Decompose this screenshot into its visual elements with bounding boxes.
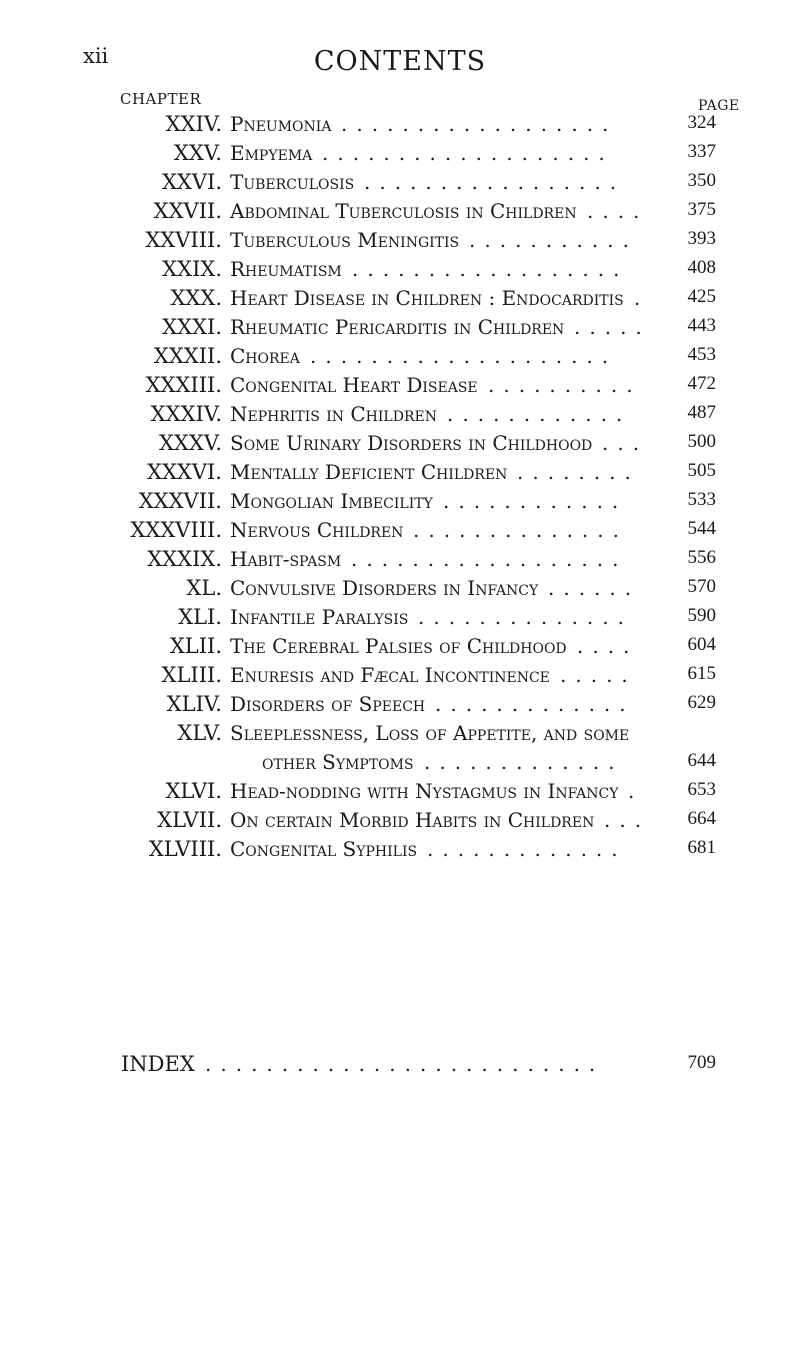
- chapter-title: Habit-spasm: [230, 547, 342, 571]
- contents-list: [0, 112, 800, 866]
- leader-dots: ....: [577, 634, 639, 658]
- chapter-number: XLVII.: [157, 808, 222, 832]
- leader-dots: ............: [447, 402, 632, 426]
- toc-entry[interactable]: [0, 547, 800, 576]
- index-page-number: 709: [687, 1052, 716, 1073]
- chapter-number: XXV.: [173, 141, 222, 165]
- toc-entry[interactable]: [0, 112, 800, 141]
- chapter-number: XXXVI.: [147, 460, 222, 484]
- toc-entry[interactable]: [0, 431, 800, 460]
- leader-dots: ....................: [310, 344, 618, 368]
- toc-entry[interactable]: [0, 779, 800, 808]
- chapter-title: Abdominal Tuberculosis in Children: [230, 199, 577, 223]
- page-number: 472: [687, 373, 716, 394]
- chapter-number: XL.: [186, 576, 222, 600]
- leader-dots: ....: [587, 199, 649, 223]
- chapter-number: XLVI.: [165, 779, 222, 803]
- chapter-number: XXVI.: [161, 170, 222, 194]
- toc-entry[interactable]: [0, 344, 800, 373]
- chapter-title: Pneumonia: [230, 112, 332, 136]
- leader-dots: ..........: [488, 373, 642, 397]
- chapter-title: On certain Morbid Habits in Children: [230, 808, 595, 832]
- page-number: 505: [687, 460, 716, 481]
- page-number: 408: [687, 257, 716, 278]
- chapter-title: Sleeplessness, Loss of Appetite, and some: [230, 721, 630, 745]
- toc-entry[interactable]: [0, 750, 800, 779]
- toc-entry[interactable]: [0, 808, 800, 837]
- chapter-number: XLI.: [178, 605, 222, 629]
- index-label: INDEX: [121, 1052, 195, 1076]
- chapter-title: Convulsive Disorders in Infancy: [230, 576, 539, 600]
- page-number: 425: [687, 286, 716, 307]
- chapter-title: Tuberculous Meningitis: [230, 228, 460, 252]
- leader-dots: ..............: [413, 518, 629, 542]
- leader-dots: ..................: [351, 547, 628, 571]
- leader-dots: .............: [427, 837, 627, 861]
- toc-entry[interactable]: [0, 141, 800, 170]
- chapter-title: Rheumatic Pericarditis in Children: [230, 315, 565, 339]
- chapter-number: XXXIX.: [147, 547, 222, 571]
- page-number: 337: [687, 141, 716, 162]
- toc-entry[interactable]: [0, 663, 800, 692]
- chapter-number: XXXV.: [158, 431, 222, 455]
- page-title: CONTENTS: [313, 46, 487, 77]
- chapter-number: XLIV.: [166, 692, 222, 716]
- page-number: 604: [687, 634, 716, 655]
- chapter-title: The Cerebral Palsies of Childhood: [230, 634, 567, 658]
- page-number: 664: [687, 808, 716, 829]
- page-number: 629: [687, 692, 716, 713]
- chapter-title: Congenital Heart Disease: [230, 373, 478, 397]
- chapter-title: Infantile Paralysis: [230, 605, 409, 629]
- chapter-number: XLII.: [169, 634, 222, 658]
- chapter-number: XLV.: [177, 721, 222, 745]
- leader-dots: .....: [560, 663, 637, 687]
- toc-entry[interactable]: [0, 402, 800, 431]
- toc-entry[interactable]: [0, 286, 800, 315]
- chapter-title: Mentally Deficient Children: [230, 460, 508, 484]
- page-number: 453: [687, 344, 716, 365]
- chapter-title: Congenital Syphilis: [230, 837, 418, 861]
- chapter-number: XXXIV.: [150, 402, 222, 426]
- leader-dots: ......: [548, 576, 641, 600]
- page-number: 570: [687, 576, 716, 597]
- toc-entry[interactable]: [0, 228, 800, 257]
- chapter-number: XXXVIII.: [130, 518, 222, 542]
- chapter-title: Head-nodding with Nystagmus in Infancy: [230, 779, 619, 803]
- page-number: 443: [687, 315, 716, 336]
- leader-dots: ..........................: [205, 1052, 605, 1076]
- toc-entry[interactable]: [0, 605, 800, 634]
- leader-dots: ...: [602, 431, 649, 455]
- leader-dots: .............: [424, 750, 624, 774]
- leader-dots: ...........: [469, 228, 638, 252]
- chapter-number: XXIX.: [162, 257, 222, 281]
- leader-dots: ...................: [322, 141, 614, 165]
- toc-entry[interactable]: [0, 199, 800, 228]
- leader-dots: .....: [574, 315, 651, 339]
- leader-dots: .................: [364, 170, 626, 194]
- page-number: 653: [687, 779, 716, 800]
- page-number: 324: [687, 112, 716, 133]
- toc-entry[interactable]: [0, 489, 800, 518]
- chapter-number: XXVIII.: [145, 228, 222, 252]
- chapter-title: Nephritis in Children: [230, 402, 437, 426]
- chapter-title: Rheumatism: [230, 257, 342, 281]
- chapter-title: Mongolian Imbecility: [230, 489, 433, 513]
- chapter-number: XXXII.: [153, 344, 222, 368]
- page-number: 533: [687, 489, 716, 510]
- leader-dots: ..................: [352, 257, 629, 281]
- toc-entry[interactable]: [0, 721, 800, 750]
- leader-dots: ...: [604, 808, 651, 832]
- chapter-title: Nervous Children: [230, 518, 404, 542]
- chapter-number: XXXVII.: [138, 489, 222, 513]
- toc-entry[interactable]: [0, 692, 800, 721]
- chapter-number: XLVIII.: [148, 837, 222, 861]
- chapter-title: Empyema: [230, 141, 313, 165]
- toc-entry[interactable]: [0, 257, 800, 286]
- toc-entry[interactable]: [0, 373, 800, 402]
- toc-entry[interactable]: [0, 460, 800, 489]
- page-number: 393: [687, 228, 716, 249]
- chapter-title: Chorea: [230, 344, 300, 368]
- chapter-title: Heart Disease in Children : Endocarditis: [230, 286, 624, 310]
- toc-entry[interactable]: [0, 634, 800, 663]
- page-number: 590: [687, 605, 716, 626]
- page-number: 556: [687, 547, 716, 568]
- leader-dots: ........: [517, 460, 640, 484]
- leader-dots: ..................: [341, 112, 618, 136]
- leader-dots: .............: [435, 692, 635, 716]
- page-number: 544: [687, 518, 716, 539]
- chapter-title: Some Urinary Disorders in Childhood: [230, 431, 593, 455]
- chapter-title: Disorders of Speech: [230, 692, 426, 716]
- chapter-number: XXVII.: [153, 199, 222, 223]
- page-number: 681: [687, 837, 716, 858]
- toc-entry[interactable]: [0, 576, 800, 605]
- toc-entry[interactable]: [0, 170, 800, 199]
- toc-entry[interactable]: [0, 837, 800, 866]
- page-number: 615: [687, 663, 716, 684]
- chapter-column-label: CHAPTER: [120, 90, 202, 108]
- page-number: 375: [687, 199, 716, 220]
- page-column-label: PAGE: [698, 98, 740, 114]
- toc-entry[interactable]: [0, 518, 800, 547]
- chapter-number: XLIII.: [161, 663, 222, 687]
- chapter-number: XXXIII.: [145, 373, 222, 397]
- chapter-number: XXXI.: [162, 315, 222, 339]
- page-folio: xii: [83, 44, 109, 68]
- index-entry[interactable]: [0, 1052, 800, 1082]
- chapter-title: Tuberculosis: [230, 170, 355, 194]
- page-number: 350: [687, 170, 716, 191]
- page-number: 644: [687, 750, 716, 771]
- chapter-number: XXX.: [170, 286, 222, 310]
- chapter-title: Enuresis and Fæcal Incontinence: [230, 663, 550, 687]
- leader-dots: .: [628, 779, 644, 803]
- page-number: 500: [687, 431, 716, 452]
- toc-entry[interactable]: [0, 315, 800, 344]
- chapter-title: other Symptoms: [262, 750, 414, 774]
- leader-dots: ............: [443, 489, 628, 513]
- leader-dots: .: [634, 286, 650, 310]
- leader-dots: ..............: [418, 605, 634, 629]
- page-number: 487: [687, 402, 716, 423]
- chapter-number: XXIV.: [165, 112, 222, 136]
